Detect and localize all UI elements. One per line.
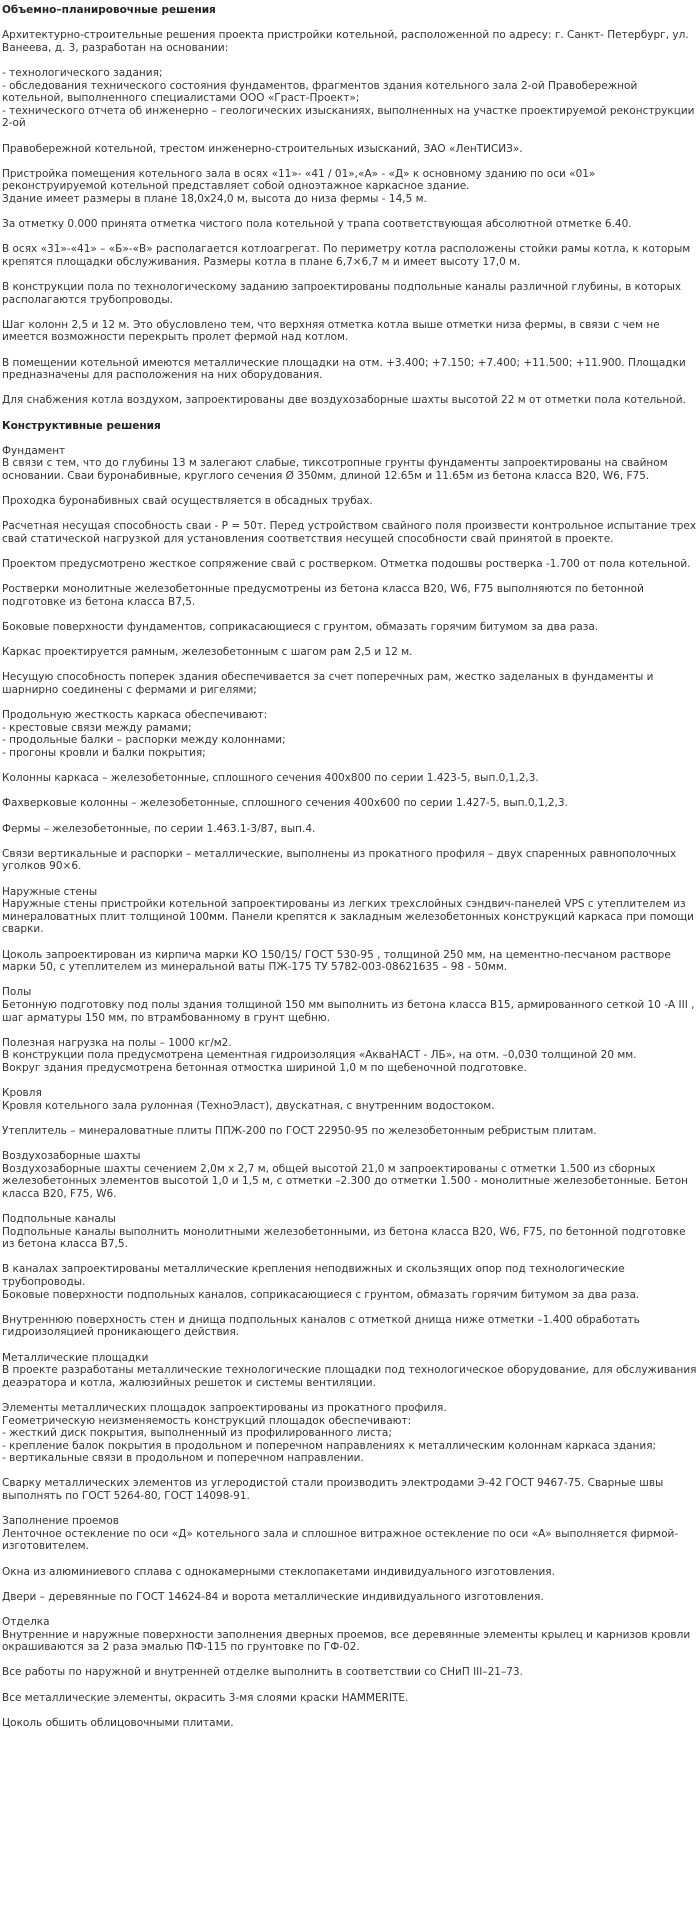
paragraph: Для снабжения котла воздухом, запроектированы две воздухозаборные шахты высотой 22 м от отметки пола котельной. <box>2 394 686 407</box>
paragraph: - технологического задания; - обследования технического состояния фундаментов, фрагментов здания котельного зала 2-ой Правобережной котельной, выполненного специалистами ООО «Граст-Проект»; - технического отчета об инженерно – геологических изысканиях, выполненных на участке проектируемой реконструкции 2-ой <box>2 66 695 130</box>
paragraph: Продольную жесткость каркаса обеспечивают: - крестовые связи между рамами; - продольные балки – распорки между колоннами; - прогоны кровли и балки покрытия; <box>2 709 286 760</box>
paragraph: Окна из алюминиевого сплава с однокамерными стеклопакетами индивидуального изготовления. <box>2 1565 555 1578</box>
paragraph: Все металлические элементы, окрасить 3-мя слоями краски HAMMERITE. <box>2 1691 409 1704</box>
section-heading: Объемно–планировочные решения <box>2 4 216 16</box>
paragraph: Каркас проектируется рамным, железобетонным с шагом рам 2,5 и 12 м. <box>2 646 413 659</box>
paragraph: За отметку 0.000 принята отметка чистого пола котельной у трапа соответствующая абсолютной отметке 6.40. <box>2 218 632 231</box>
paragraph: Наружные стены Наружные стены пристройки котельной запроектированы из легких трехслойных сэндвич-панелей VPS с утеплителем из минераловатных плит толщиной 100мм. Панели крепятся к закладным железобетонных конструкций каркаса при помощи сварки. <box>2 885 694 936</box>
paragraph: Кровля Кровля котельного зала рулонная (ТехноЭласт), двускатная, с внутренним водостоком. <box>2 1087 495 1112</box>
paragraph: Связи вертикальные и распорки – металлические, выполнены из прокатного профиля – двух спаренных равнополочных уголков 90×6. <box>2 847 680 873</box>
paragraph: Несущую способность поперек здания обеспечивается за счет поперечных рам, жестко заделаных в фундаменты и шарнирно соединены с фермами и ригелями; <box>2 671 657 697</box>
paragraph: В помещении котельной имеются металлические площадки на отм. +3.400; +7.150; +7.400; +11.500; +11.900. Площадки предназначены для расположения на них оборудования. <box>2 356 690 382</box>
paragraph: Шаг колонн 2,5 и 12 м. Это обусловлено тем, что верхняя отметка котла выше отметки низа фермы, в связи с чем не имеется возможности перекрыть пролет фермой над котлом. <box>2 318 664 344</box>
paragraph: Двери – деревянные по ГОСТ 14624-84 и ворота металлические индивидуального изготовления. <box>2 1590 544 1603</box>
paragraph: Фахверковые колонны – железобетонные, сплошного сечения 400х600 по серии 1.427-5, вып.0,1,2,3. <box>2 797 568 810</box>
paragraph: Утеплитель – минераловатные плиты ППЖ-200 по ГОСТ 22950-95 по железобетонным ребристым плитам. <box>2 1124 597 1137</box>
paragraph: Цоколь обшить облицовочными плитами. <box>2 1716 234 1729</box>
paragraph: Внутреннюю поверхность стен и днища подпольных каналов с отметкой днища ниже отметки –1.400 обработать гидроизоляцией проникающего действия. <box>2 1313 644 1339</box>
paragraph: Фундамент В связи с тем, что до глубины 13 м залегают слабые, тиксотропные грунты фундаменты запроектированы на свайном основании. Сваи буронабивные, круглого сечения Ø 350мм, длиной 12.65м и 11.65м из бетона класса В20, W6, F75. <box>2 444 668 482</box>
paragraph: Цоколь запроектирован из кирпича марки КО 150/15/ ГОСТ 530-95 , толщиной 250 мм, на цементно-песчаном растворе марки 50, с утеплителем из минеральной ваты ПЖ-175 ТУ 5782-003-08621635 – 98 - 50мм. <box>2 948 675 974</box>
paragraph: Расчетная несущая способность сваи - Р = 50т. Перед устройством свайного поля произвести контрольное испытание трех свай статической нагрузкой для установления соответствия несущей способности свай принятой в проекте. <box>2 520 700 545</box>
section-heading: Конструктивные решения <box>2 419 161 432</box>
paragraph: Ростверки монолитные железобетонные предусмотрены из бетона класса В20, W6, F75 выполняются по бетонной подготовке из бетона класса В7,5. <box>2 583 648 608</box>
paragraph: Заполнение проемов Ленточное остекление по оси «Д» котельного зала и сплошное витражное остекление по оси «А» выполняется фирмой-изготовителем. <box>2 1515 679 1553</box>
paragraph: Колонны каркаса – железобетонные, сплошного сечения 400х800 по серии 1.423-5, вып.0,1,2,3. <box>2 772 539 785</box>
paragraph: Полы Бетонную подготовку под полы здания толщиной 150 мм выполнить из бетона класса В15, армированного сеткой 10 -А III , шаг арматуры 150 мм, по втрамбованному в грунт щебню. <box>2 986 695 1024</box>
paragraph: В осях «31»-«41» – «Б»-«В» располагается котлоагрегат. По периметру котла расположены стойки рамы котла, к которым крепятся площадки обслуживания. Размеры котла в плане 6,7×6,7 м и имеет высоту 17,0 м. <box>2 243 694 268</box>
paragraph: Полезная нагрузка на полы – 1000 кг/м2. В конструкции пола предусмотрена цементная гидроизоляция «АкваНАСТ - ЛБ», на отм. –0,030 толщиной 20 мм. Вокруг здания предусмотрена бетонная отмостка шириной 1,0 м по щебеночной подготовке. <box>2 1036 637 1074</box>
paragraph: Архитектурно-строительные решения проекта пристройки котельной, расположенной по адресу: г. Санкт- Петербург, ул. Ванеева, д. 3, разработан на основании: <box>2 29 692 54</box>
paragraph: Все работы по наружной и внутренней отделке выполнить в соответствии со СНиП III–21–73. <box>2 1666 523 1679</box>
paragraph: Отделка Внутренние и наружные поверхности заполнения дверных проемов, все деревянные элементы крылец и карнизов кровли окрашиваются за 2 раза эмалью ПФ-115 по грунтовке по ГФ-02. <box>2 1616 691 1654</box>
paragraph: Проектом предусмотрено жесткое сопряжение свай с ростверком. Отметка подошвы ростверка -1.700 от пола котельной. <box>2 558 691 571</box>
paragraph: В конструкции пола по технологическому заданию запроектированы подпольные каналы различной глубины, в которых располагаются трубопроводы. <box>2 281 685 306</box>
paragraph: Подпольные каналы Подпольные каналы выполнить монолитными железобетонными, из бетона класса В20, W6, F75, по бетонной подготовке из бетона класса В7,5. <box>2 1213 686 1251</box>
paragraph: В каналах запроектированы металлические крепления неподвижных и скользящих опор под технологические трубопроводы. Боковые поверхности подпольных каналов, соприкасающиеся с грунтом, обмазать горячим битумом за два раза. <box>2 1263 640 1301</box>
paragraph: Сварку металлических элементов из углеродистой стали производить электродами Э-42 ГОСТ 9467-75. Сварные швы выполнять по ГОСТ 5264-80, ГОСТ 14098-91. <box>2 1477 667 1503</box>
document-body <box>2 4 698 1729</box>
paragraph: Проходка буронабивных свай осуществляется в обсадных трубах. <box>2 495 373 508</box>
paragraph: Боковые поверхности фундаментов, соприкасающиеся с грунтом, обмазать горячим битумом за два раза. <box>2 621 599 634</box>
paragraph: Пристройка помещения котельного зала в осях «11»- «41 / 01»,«А» - «Д» к основному зданию по оси «01» реконструируемой котельной представляет собой одноэтажное каркасное здание. Здание имеет размеры в плане 18,0х24,0 м, высота до низа фермы - 14,5 м. <box>2 167 596 205</box>
paragraph: Воздухозаборные шахты Воздухозаборные шахты сечением 2,0м х 2,7 м, общей высотой 21,0 м запроектированы с отметки 1.500 из сборных железобетонных элементов высотой 1,0 и 1,5 м, с отметки –2.300 до отметки 1.500 - монолитные железобетонные. Бетон класса В20, F75, W6. <box>2 1150 689 1200</box>
paragraph: Правобережной котельной, трестом инженерно-строительных изысканий, ЗАО «ЛенТИСИЗ». <box>2 142 523 155</box>
paragraph: Фермы – железобетонные, по серии 1.463.1-3/87, вып.4. <box>2 822 316 835</box>
paragraph: Металлические площадки В проекте разработаны металлические технологические площадки под технологическое оборудование, для обслуживания деаэратора и котла, жалюзийных решеток и системы вентиляции. <box>2 1351 697 1389</box>
paragraph: Элементы металлических площадок запроектированы из прокатного профиля. Геометрическую неизменяемость конструкций площадок обеспечивают: - жесткий диск покрытия, выполненный из профилированного листа; - крепление балок покрытия в продольном и поперечном направлениях к металлическим колоннам каркаса здания; - вертикальные связи в продольном и поперечном направлении. <box>2 1401 657 1465</box>
